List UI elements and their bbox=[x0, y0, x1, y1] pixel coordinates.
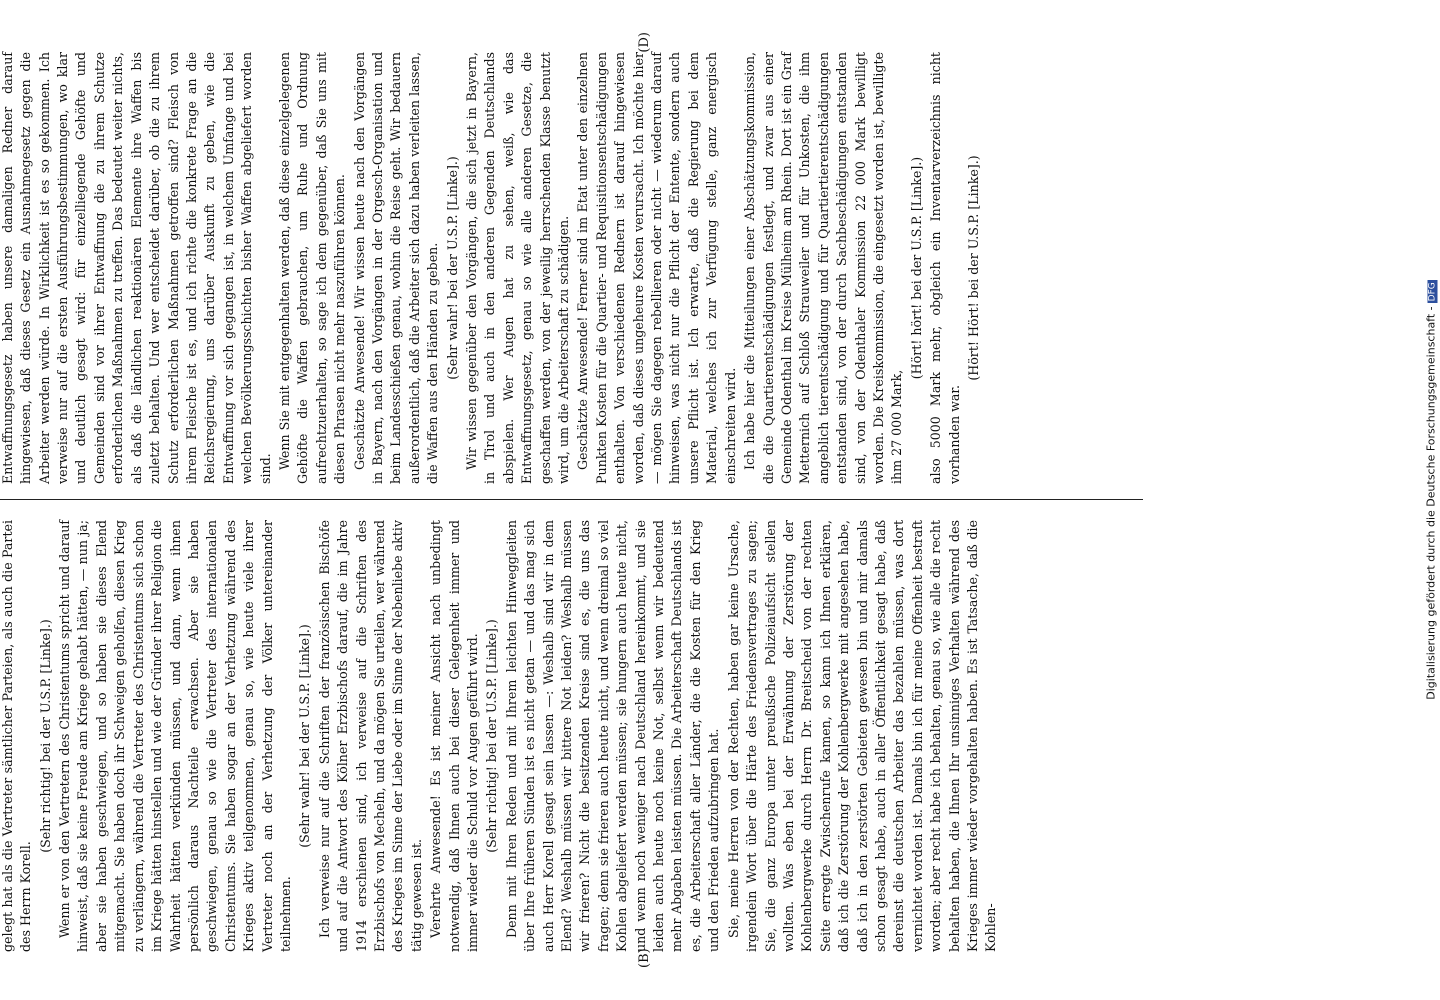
paragraph: Wenn Sie mit entgegenhalten werden, daß diese einzelgelegenen Gehöfte die Waffen gebrauchen, um Ruhe und Ordnung aufrechtzuerhalten, so sage ich dem gegenüber, daß Sie uns mit diesen Phrasen nicht mehr naszuführen können. bbox=[276, 51, 348, 484]
interjection: (Hört! hört! bei der U.S.P. [Linke].) bbox=[908, 156, 924, 380]
digitization-stamp bbox=[1422, 10, 1440, 970]
paragraph: Sie, meine Herren von der Rechten, haben gar keine Ursache, irgendein Wort über die Härte des Friedensvertrages zu sagen; Sie, die ganz Europa unter preußische Polizeiaufsicht stellen wollten. Was eben bei der Erwähnung der Zerstörung der Kohlenbergwerke durch Herrn Dr. Breitscheid von der rechten Seite erregte Zwischenrufe kamen, so kann ich Ihnen erklären, daß ich die Zerstörung der Kohlenbergwerke mit angesehen habe, daß ich in den zerstörten Gebieten gewesen bin und mir damals schon gesagt habe, auch in aller Öffentlichkeit gesagt habe, daß dereinst die deutschen Arbeiter das bezahlen müssen, was dort vernichtet worden ist. Damals bin ich für meine Offenheit bestraft worden; aber recht habe ich behalten, genau so, wie alle die recht behalten haben, die Ihnen Ihr unsinniges Verhalten während des Krieges immer wieder vorgehalten haben. Es ist Tatsache, daß die Kohlen- bbox=[725, 520, 999, 952]
paragraph: Geschätzte Anwesende! Ferner sind im Etat unter den einzelnen Punkten Kosten für die Quartier- und Requisitionsentschädigungen enthalten. Von verschiedenen Rednern ist darauf hingewiesen worden, daß dieses ungeheure Kosten verursacht. Ich möchte hier — mögen Sie dagegen rebellieren oder nicht — wiederum darauf hinweisen, was nicht nur die Pflicht der Entente, sondern auch unsere Pflicht ist. Ich erwarte, daß die Regierung bei dem Material, welches ich zur Verfügung stelle, ganz energisch einschreiten wird. bbox=[575, 52, 738, 484]
margin-marker-b: (B) bbox=[637, 948, 652, 968]
rotated-newspaper-page bbox=[0, 30, 1157, 970]
paragraph: Geschätzte Anwesende! Wir wissen heute nach den Vorgängen in Bayern, nach den Vorgängen in der Orgesch-Organisation und beim Landesschießen genau, wohin die Reise geht. Wir bedauern außerordentlich, daß die Arbeiter sich dazu haben verleiten lassen, die Waffen aus den Händen zu geben. bbox=[351, 52, 441, 484]
paragraph: Entwaffnungsgesetz haben unsere damaligen Redner darauf hingewiesen, daß dieses Gesetz ein Ausnahmegesetz gegen die Arbeiter werden würde. In Wirklichkeit ist es so gekommen. Ich verweise nur auf die ersten Ausführungsbestimmungen, wo klar und deutlich gesagt wird: für einzelliegende Gehöfte und Gemeinden sind vor ihrer Entwaffnung die zu ihrem Schutze erforderlichen Maßnahmen zu treffen. Das bedeutet weiter nichts, als daß die ländlichen reaktionären Elemente ihre Waffen bis zuletzt behalten. Und wer entscheidet darüber, ob die zu ihrem Schutz erforderlichen Maßnahmen getroffen sind? Fleisch von ihrem Fleische ist es, und ich richte die konkrete Frage an die Reichsregierung, uns darüber Auskunft zu geben, wie die Entwaffnung vor sich gegangen ist, in welchem Umfange und bei welchen Bevölkerungsschichten bisher Waffen abgeliefert worden sind. bbox=[0, 52, 273, 484]
paragraph: Ich verweise nur auf die Schriften der französischen Bischöfe und auf die Antwort des Kölner Erzbischofs darauf, die im Jahre 1914 erschienen sind, ich verweise auf die Schriften des Erzbischofs von Mecheln, und da mögen Sie urteilen, wer während des Krieges im Sinne der Liebe oder im Sinne der Nebenliebe aktiv tätig gewesen ist. bbox=[316, 520, 424, 952]
stamp-caption: Digitalisierung gefördert durch die Deutsche Forschungsgemeinschaft - bbox=[1424, 306, 1438, 700]
paragraph: Wir wissen gegenüber den Vorgängen, die sich jetzt in Bayern, in Tirol und auch in den anderen Gegenden Deutschlands abspielen. Wer Augen hat zu sehen, weiß, wie das Entwaffnungsgesetz, genau so wie alle anderen Gesetze, die geschaffen werden, von der jeweilig herrschenden Klasse benutzt wird, um die Arbeiterschaft zu schädigen. bbox=[464, 52, 572, 484]
interjection: (Sehr richtig! bei der U.S.P. [Linke].) bbox=[37, 619, 53, 853]
paragraph: Wenn er von den Vertretern des Christentums spricht und darauf hinweist, daß sie keine Freude am Kriege gehabt hätten, — nun ja; aber sie haben geschwiegen, und so haben sie dieses Elend mitgemacht. Sie haben doch ihr Schweigen geholfen, diesen Krieg zu verlängern, während die Vertreter des Christentums sich schon im Kriege hätten hinstellen und wie der Gründer ihrer Religion die Wahrheit hätten verkünden müssen, und dann, wenn ihnen persönlich daraus Nachteile erwachsen. Aber sie haben geschwiegen, genau so wie die Vertreter des internationalen Christentums. Sie haben sogar an der Verhetzung während des Krieges aktiv teilgenommen, genau so, wie heute viele ihrer Vertreter noch an der Verhetzung der Völker untereinander teilnehmen. bbox=[57, 520, 293, 952]
paragraph: Ich habe hier die Mitteilungen einer Abschätzungskommission, die die Quartierentschädigungen festlegt, und zwar aus einer Gemeinde Odenthal im Kreise Mülheim am Rhein. Dort ist ein Graf Metternich auf Schloß Strauweiler und für Unkosten, die ihm angeblich tierentschädigung und für Quartiertierentschädigungen entstanden sind, von der durch Sachbeschädigungen entstanden sind, von der Odenthaler Kommission 22 000 Mark bewilligt worden. Die Kreiskommission, die eingesetzt worden ist, bewilligte ihm 27 000 Mark, bbox=[742, 52, 905, 484]
paragraph: also 5000 Mark mehr, obgleich ein Inventarverzeichnis nicht vorhanden war. bbox=[928, 52, 962, 484]
paragraph: gelegt hat als die Vertreter sämtlicher Parteien, als auch die Partei des Herrn Korell. bbox=[0, 520, 34, 952]
paragraph: Verehrte Anwesende! Es ist meiner Ansicht nach unbedingt notwendig, daß Ihnen auch bei dieser Gelegenheit immer und immer wieder die Schuld vor Augen geführt wird. bbox=[428, 520, 480, 952]
interjection: (Sehr wahr! bei der U.S.P. [Linke].) bbox=[297, 624, 313, 848]
column-divider bbox=[0, 499, 1143, 500]
interjection: (Hört! Hört! bei der U.S.P. [Linke].) bbox=[965, 155, 981, 381]
stamp-text bbox=[1425, 10, 1438, 970]
left-column bbox=[0, 520, 1143, 952]
interjection: (Sehr richtig! bei der U.S.P. [Linke].) bbox=[484, 619, 500, 853]
dfg-logo: DFG bbox=[1427, 282, 1438, 302]
right-column bbox=[0, 52, 1143, 484]
paragraph: Denn mit Ihren Reden und mit Ihrem leichten Hinweggleiten über Ihre früheren Sünden ist es nicht getan — und das mag sich auch Herr Korell gesagt sein lassen —: Weshalb sind wir in dem Elend? Weshalb müssen wir bittere Not leiden? Weshalb müssen wir frieren? Nicht die besitzenden Kreise sind es, die uns das fragen; denn sie frieren auch heute nicht, und wenn dreimal so viel Kohlen abgeliefert werden müssen; sie hungern auch heute nicht, und wenn noch weniger nach Deutschland hereinkommt, und sie leiden auch heute noch keine Not, selbst wenn wir bedeutend mehr Abgaben leisten müssen. Die Arbeiterschaft Deutschlands ist es, die Arbeiterschaft aller Länder, die die Kosten für den Krieg und den Frieden aufzubringen hat. bbox=[503, 520, 722, 952]
margin-marker-d: (D) bbox=[637, 32, 652, 53]
interjection: (Sehr wahr! bei der U.S.P. [Linke].) bbox=[444, 156, 460, 380]
